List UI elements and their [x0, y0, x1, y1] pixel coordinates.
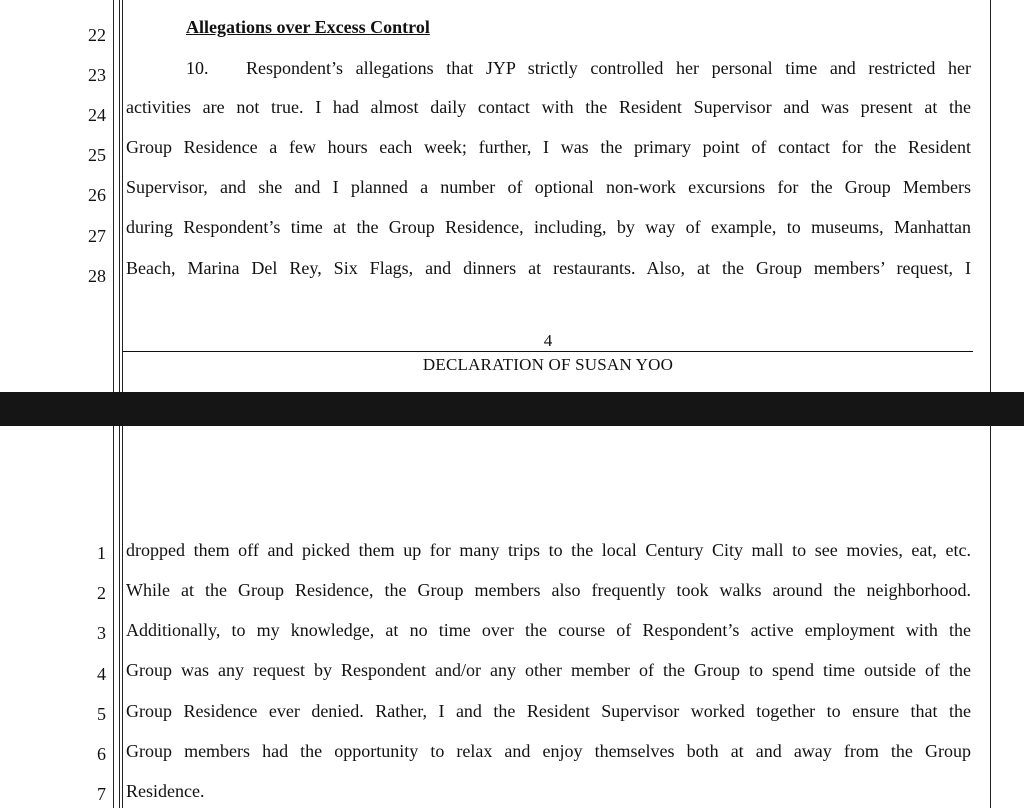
document-page-top — [0, 0, 1024, 392]
line-number: 27 — [88, 226, 106, 246]
section-heading: Allegations over Excess Control — [186, 17, 430, 37]
body-text-line: Respondent’s allegations that JYP strictly controlled her personal time and restricted her — [246, 58, 971, 78]
line-number: 6 — [97, 744, 106, 764]
margin-rule-right — [990, 0, 991, 392]
line-number: 23 — [88, 65, 106, 85]
body-text-line: during Respondent’s time at the Group Residence, including, by way of example, to museums, Manhattan — [126, 217, 971, 237]
body-text-line: Beach, Marina Del Rey, Six Flags, and dinners at restaurants. Also, at the Group members’ request, I — [126, 258, 971, 278]
margin-rule-left-third — [122, 426, 123, 808]
line-number: 25 — [88, 145, 106, 165]
body-text-line: dropped them off and picked them up for many trips to the local Century City mall to see movies, eat, etc. — [126, 540, 971, 560]
body-text-line: Group members had the opportunity to relax and enjoy themselves both at and away from the Group — [126, 741, 971, 761]
line-number: 5 — [97, 704, 106, 724]
margin-rule-left-inner — [119, 0, 120, 392]
body-text-line: Group Residence a few hours each week; further, I was the primary point of contact for the Resident — [126, 137, 971, 157]
page-separator-band — [0, 392, 1024, 426]
margin-rule-left-outer — [113, 426, 114, 808]
line-number: 24 — [88, 105, 106, 125]
margin-rule-left-inner — [119, 426, 120, 808]
line-number: 3 — [97, 623, 106, 643]
footer-title: DECLARATION OF SUSAN YOO — [422, 355, 674, 374]
footer-divider — [123, 351, 973, 352]
paragraph-number: 10. — [186, 58, 209, 78]
body-text-line: Group was any request by Respondent and/or any other member of the Group to spend time outside of the — [126, 660, 971, 680]
body-text-line: Group Residence ever denied. Rather, I and the Resident Supervisor worked together to ensure that the — [126, 701, 971, 721]
line-number: 7 — [97, 784, 106, 804]
line-number: 26 — [88, 185, 106, 205]
body-text-line: While at the Group Residence, the Group members also frequently took walks around the neighborhood. — [126, 580, 971, 600]
body-text-line: Supervisor, and she and I planned a number of optional non-work excursions for the Group Members — [126, 177, 971, 197]
margin-rule-right — [990, 426, 991, 808]
document-page-bottom — [0, 426, 1024, 808]
body-text-line: activities are not true. I had almost daily contact with the Resident Supervisor and was present at the — [126, 97, 971, 117]
body-text-line: Additionally, to my knowledge, at no time over the course of Respondent’s active employment with the — [126, 620, 971, 640]
page-number: 4 — [543, 331, 553, 350]
line-number: 4 — [97, 664, 106, 684]
line-number: 22 — [88, 25, 106, 45]
margin-rule-left-outer — [113, 0, 114, 392]
body-text-line: Residence. — [126, 781, 205, 801]
line-number: 2 — [97, 583, 106, 603]
line-number: 1 — [97, 543, 106, 563]
line-number: 28 — [88, 266, 106, 286]
